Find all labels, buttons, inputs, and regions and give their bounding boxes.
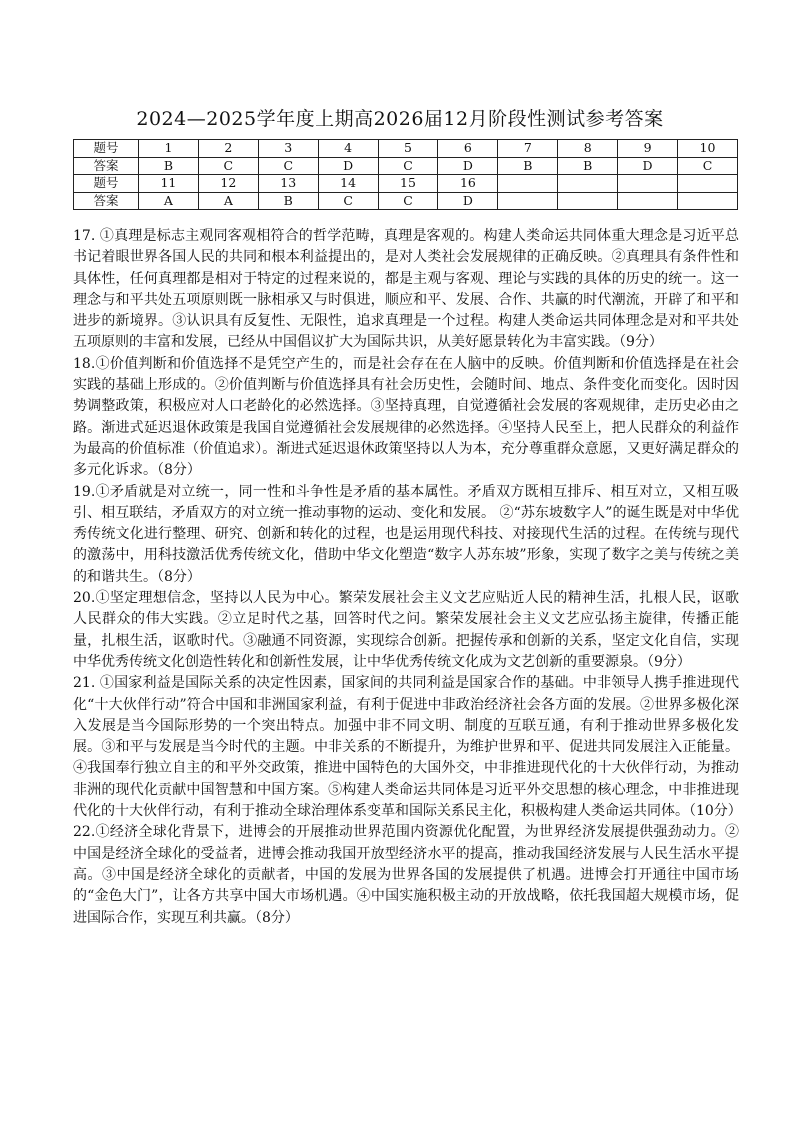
table-cell — [618, 192, 678, 210]
table-cell: 14 — [318, 175, 378, 193]
table-row — [74, 175, 738, 193]
table-cell: B — [139, 157, 199, 175]
table-cell — [678, 175, 738, 193]
table-cell: 12 — [198, 175, 258, 193]
table-cell: D — [318, 157, 378, 175]
table-cell: 1 — [139, 140, 199, 158]
answer-q21: 21. ①国家利益是国际关系的决定性因素，国家间的共同利益是国家合作的基础。中非领导人携手推进现代化“十大伙伴行动”符合中国和非洲国家利益，有利于促进中非政治经济社会各方面的发展。②世界多极化深入发展是当今国际形势的一个突出特点。加强中非不同文明、制度的互联互通，有利于推动世界多极化发展。③和平与发展是当今时代的主题。中非关系的不断提升，为维护世界和平、促进共同发展注入正能量。④我国奉行独立自主的和平外交政策，推进中国特色的大国外交，中非推进现代化的十大伙伴行动，为推动非洲的现代化贡献中国智慧和中国方案。⑤构建人类命运共同体是习近平外交思想的核心理念，中非推进现代化的十大伙伴行动，有利于推动全球治理体系变革和国际关系民主化，积极构建人类命运共同体。（10分） — [73, 675, 742, 820]
table-cell — [558, 192, 618, 210]
table-cell: 6 — [438, 140, 498, 158]
table-cell — [498, 192, 558, 210]
table-cell: C — [198, 157, 258, 175]
answer-q17: 17. ①真理是标志主观同客观相符合的哲学范畴，真理是客观的。构建人类命运共同体重大理念是习近平总书记着眼世界各国人民的共同和根本利益提出的，是对人类社会发展规律的正确反映。②真理具有条件性和具体性，任何真理都是相对于特定的过程来说的，都是主观与客观、理论与实践的具体的历史的统一。这一理念与和平共处五项原则既一脉相承又与时俱进，顺应和平、发展、合作、共赢的时代潮流，开辟了和平和进步的新境界。③认识具有反复性、无限性，追求真理是一个过程。构建人类命运共同体理念是对和平共处五项原则的丰富和发展，已经从中国倡议扩大为国际共识，从美好愿景转化为丰富实践。（9分） — [73, 228, 739, 351]
table-cell — [558, 175, 618, 193]
table-cell: 7 — [498, 140, 558, 158]
page-title: 2024—2025学年度上期高2026届12月阶段性测试参考答案 — [136, 108, 664, 130]
table-cell: D — [438, 192, 498, 210]
table-cell: A — [139, 192, 199, 210]
row-label: 答案 — [74, 157, 139, 175]
table-cell: B — [498, 157, 558, 175]
table-cell: A — [198, 192, 258, 210]
table-cell: 9 — [618, 140, 678, 158]
table-cell: 2 — [198, 140, 258, 158]
table-cell: 15 — [378, 175, 438, 193]
table-cell: B — [558, 157, 618, 175]
table-cell: 4 — [318, 140, 378, 158]
table-cell: C — [678, 157, 738, 175]
table-row — [74, 157, 738, 175]
answer-body — [73, 226, 742, 929]
table-row — [74, 140, 738, 158]
answer-q18: 18.①价值判断和价值选择不是凭空产生的，而是社会存在在人脑中的反映。价值判断和价值选择是在社会实践的基础上形成的。②价值判断与价值选择具有社会历史性，会随时间、地点、条件变化而变化。因时因势调整政策，积极应对人口老龄化的必然选择。③坚持真理，自觉遵循社会发展的客观规律，走历史必由之路。渐进式延迟退休政策是我国自觉遵循社会发展规律的必然选择。④坚持人民至上，把人民群众的利益作为最高的价值标准（价值追求）。渐进式延迟退休政策坚持以人为本，充分尊重群众意愿，又更好满足群众的多元化诉求。（8分） — [73, 355, 739, 479]
table-cell: C — [318, 192, 378, 210]
answer-q19: 19.①矛盾就是对立统一，同一性和斗争性是矛盾的基本属性。矛盾双方既相互排斥、相互对立，又相互吸引、相互联结，矛盾双方的对立统一推动事物的运动、变化和发展。 ②“苏东坡数字人”的诞生既是对中华优秀传统文化进行整理、研究、创新和转化的过程，也是运用现代科技、对接现代生活的过程。在传统与现代的激荡中，用科技激活优秀传统文化，借助中华文化塑造“数字人苏东坡”形象，实现了数字之美与传统之美的和谐共生。（8分） — [73, 483, 739, 585]
row-label: 答案 — [74, 192, 139, 210]
table-cell: 8 — [558, 140, 618, 158]
table-cell: C — [378, 157, 438, 175]
answer-q22: 22.①经济全球化背景下，进博会的开展推动世界范围内资源优化配置，为世界经济发展提供强劲动力。②中国是经济全球化的受益者，进博会推动我国开放型经济水平的提高，推动我国经济发展与人民生活水平提高。③中国是经济全球化的贡献者，中国的发展为世界各国的发展提供了机遇。进博会打开通往中国市场的“金色大门”，让各方共享中国大市场机遇。④中国实施积极主动的开放战略，依托我国超大规模市场，促进国际合作，实现互利共赢。（8分） — [73, 824, 739, 926]
row-label: 题号 — [74, 140, 139, 158]
table-cell: 10 — [678, 140, 738, 158]
row-label: 题号 — [74, 175, 139, 193]
answer-q20: 20.①坚定理想信念，坚持以人民为中心。繁荣发展社会主义文艺应贴近人民的精神生活，扎根人民，讴歌人民群众的伟大实践。②立足时代之基，回答时代之问。繁荣发展社会主义文艺应弘扬主旋律，传播正能量，扎根生活，讴歌时代。③融通不同资源，实现综合创新。把握传承和创新的关系，坚定文化自信，实现中华优秀传统文化创造性转化和创新性发展，让中华优秀传统文化成为文艺创新的重要源泉。（9分） — [73, 590, 739, 670]
table-cell: 13 — [258, 175, 318, 193]
table-cell: 16 — [438, 175, 498, 193]
table-cell: C — [378, 192, 438, 210]
table-row — [74, 192, 738, 210]
table-cell: 5 — [378, 140, 438, 158]
table-cell: 11 — [139, 175, 199, 193]
answer-table — [73, 139, 738, 210]
table-cell: C — [258, 157, 318, 175]
table-cell — [618, 175, 678, 193]
table-cell — [678, 192, 738, 210]
table-cell: 3 — [258, 140, 318, 158]
table-cell: B — [258, 192, 318, 210]
table-cell: D — [618, 157, 678, 175]
table-cell — [498, 175, 558, 193]
table-cell: D — [438, 157, 498, 175]
